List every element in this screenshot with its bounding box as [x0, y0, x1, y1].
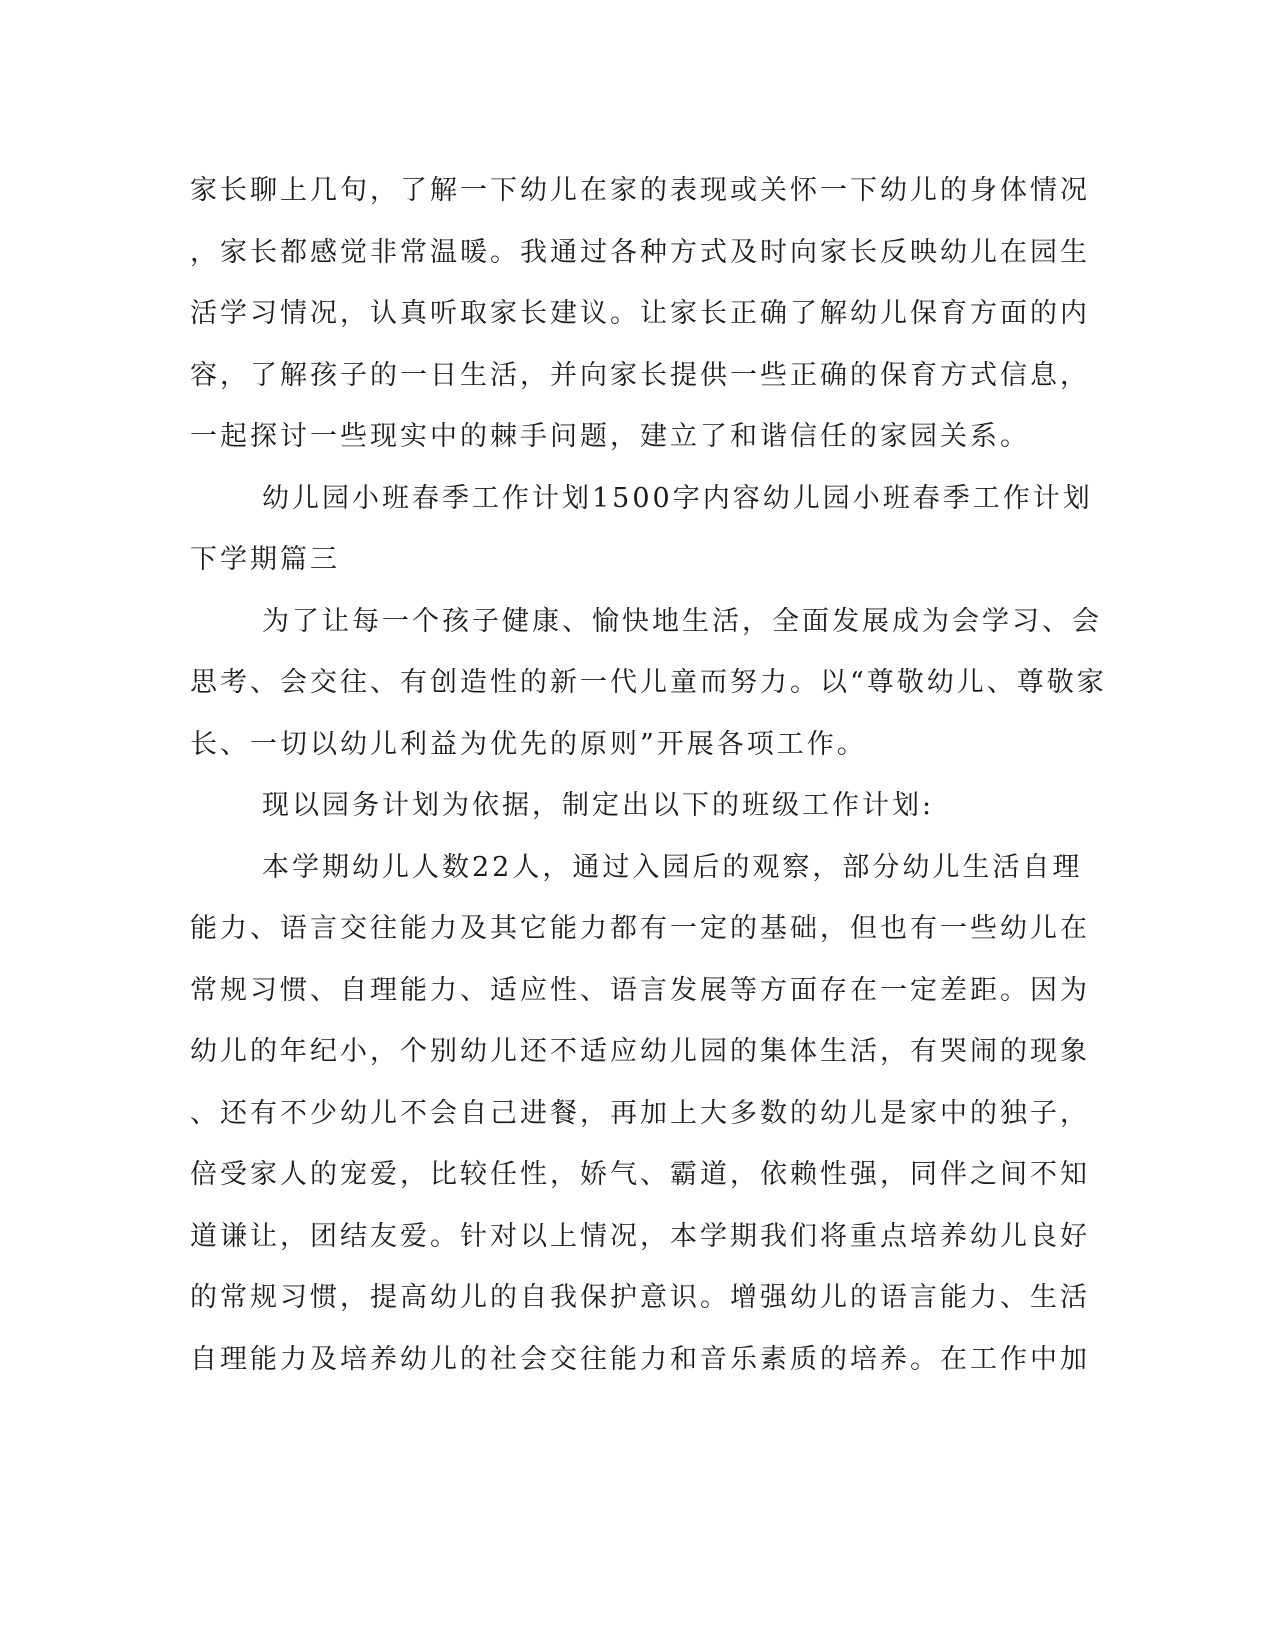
text-line: 幼儿的年纪小，个别幼儿还不适应幼儿园的集体生活，有哭闹的现象	[190, 1036, 1090, 1067]
text-line: 道谦让，团结友爱。针对以上情况，本学期我们将重点培养幼儿良好	[190, 1220, 1090, 1252]
text-line: 常规习惯、自理能力、适应性、语言发展等方面存在一定差距。因为	[190, 974, 1090, 1006]
text-line: 能力、语言交往能力及其它能力都有一定的基础，但也有一些幼儿在	[190, 913, 1090, 944]
section-heading: 幼儿园小班春季工作计划1500字内容幼儿园小班春季工作计划	[262, 482, 1093, 514]
text-line: 本学期幼儿人数22人，通过入园后的观察，部分幼儿生活自理	[262, 851, 1083, 883]
text-line: 活学习情况，认真听取家长建议。让家长正确了解幼儿保育方面的内	[190, 298, 1090, 329]
body-text	[190, 160, 1107, 1390]
text-line: ，家长都感觉非常温暖。我通过各种方式及时向家长反映幼儿在园生	[190, 236, 1090, 268]
text-line: 长、一切以幼儿利益为优先的原则”开展各项工作。	[190, 728, 867, 760]
text-line: 家长聊上几句，了解一下幼儿在家的表现或关怀一下幼儿的身体情况	[190, 175, 1090, 206]
text-line: 容，了解孩子的一日生活，并向家长提供一些正确的保育方式信息，	[190, 359, 1090, 391]
text-line: 、还有不少幼儿不会自己进餐，再加上大多数的幼儿是家中的独子，	[190, 1097, 1090, 1129]
text-line: 的常规习惯，提高幼儿的自我保护意识。增强幼儿的语言能力、生活	[190, 1282, 1090, 1313]
text-line: 一起探讨一些现实中的棘手问题，建立了和谐信任的家园关系。	[190, 421, 1030, 452]
text-line: 现以园务计划为依据，制定出以下的班级工作计划:	[262, 790, 935, 821]
text-line: 思考、会交往、有创造性的新一代儿童而努力。以“尊敬幼儿、尊敬家	[190, 667, 1107, 698]
text-line: 倍受家人的宠爱，比较任性，娇气、霸道，依赖性强，同伴之间不知	[190, 1159, 1090, 1190]
section-heading-continued: 下学期篇三	[190, 544, 340, 575]
text-line: 自理能力及培养幼儿的社会交往能力和音乐素质的培养。在工作中加	[190, 1343, 1090, 1375]
text-line: 为了让每一个孩子健康、愉快地生活，全面发展成为会学习、会	[262, 605, 1102, 637]
